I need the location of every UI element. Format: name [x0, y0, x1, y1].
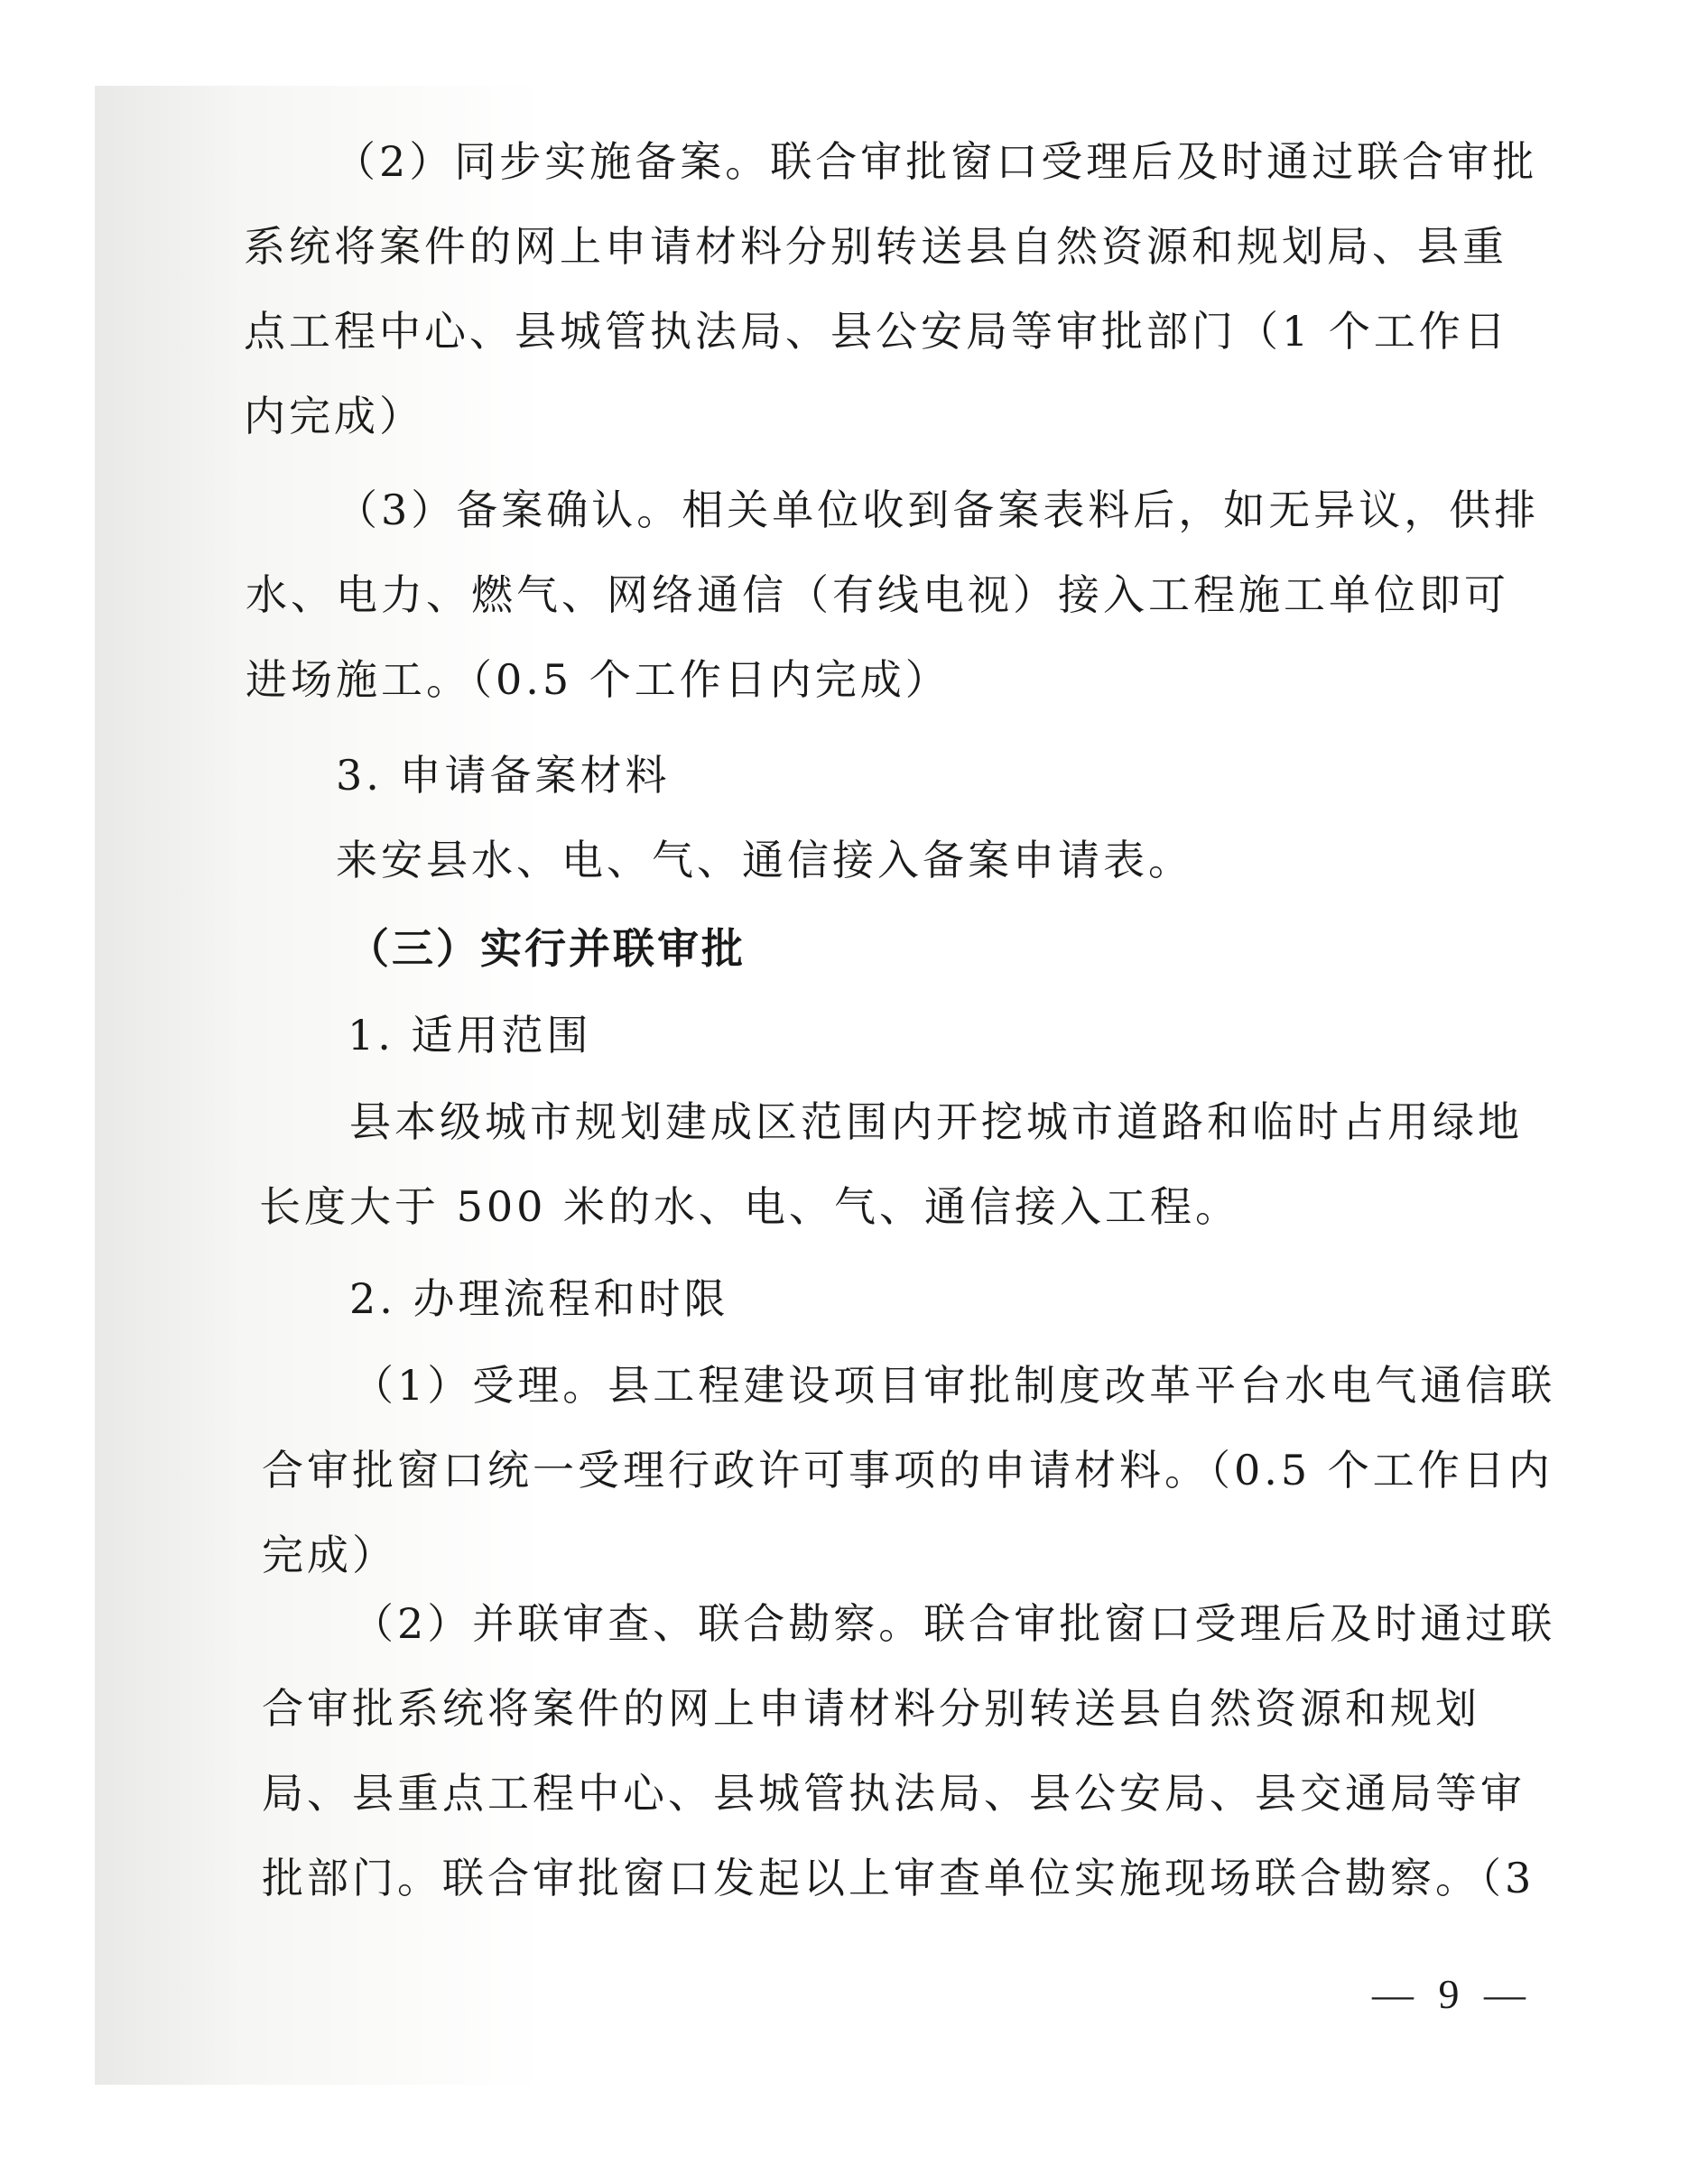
text-line: 批部门。联合审批窗口发起以上审查单位实施现场联合勘察。（3: [262, 1854, 1535, 1902]
paragraph-scope-detail: [259, 1079, 1523, 1249]
section-heading-parallel-approval: [348, 906, 746, 991]
text-line: 2. 办理流程和时限: [349, 1274, 729, 1323]
text-line: 内完成）: [244, 392, 424, 440]
text-line: 系统将案件的网上申请材料分别转送县自然资源和规划局、县重: [244, 222, 1507, 271]
text-line: 进场施工。（0.5 个工作日内完成）: [246, 655, 951, 704]
text-line: 县本级城市规划建成区范围内开挖城市道路和临时占用绿地: [349, 1097, 1523, 1146]
text-line: 来安县水、电、气、通信接入备案申请表。: [336, 836, 1193, 884]
text-line: （1）受理。县工程建设项目审批制度改革平台水电气通信联: [352, 1361, 1556, 1410]
text-line: 水、电力、燃气、网络通信（有线电视）接入工程施工单位即可: [246, 570, 1509, 619]
text-line: （三）实行并联审批: [348, 924, 746, 973]
paragraph-application-form: [336, 818, 1193, 902]
item-application-materials: [336, 733, 671, 818]
text-line: 合审批窗口统一受理行政许可事项的申请材料。（0.5 个工作日内: [262, 1446, 1554, 1495]
text-line: 1. 适用范围: [348, 1011, 592, 1060]
text-line: 3. 申请备案材料: [336, 751, 671, 800]
paragraph-sync-filing: [244, 119, 1537, 458]
paragraph-parallel-review: [262, 1581, 1555, 1920]
item-scope: [348, 993, 592, 1078]
text-line: （3）备案确认。相关单位收到备案表料后，如无异议，供排: [336, 486, 1540, 534]
text-line: 长度大于 500 米的水、电、气、通信接入工程。: [259, 1182, 1241, 1231]
text-line: （2）同步实施备案。联合审批窗口受理后及时通过联合审批: [334, 137, 1538, 186]
text-line: 完成）: [262, 1531, 397, 1579]
text-line: 局、县重点工程中心、县城管执法局、县公安局、县交通局等审: [262, 1769, 1526, 1818]
paragraph-filing-confirmation: [246, 467, 1539, 722]
text-line: （2）并联审查、联合勘察。联合审批窗口受理后及时通过联: [352, 1599, 1556, 1648]
text-line: 合审批系统将案件的网上申请材料分别转送县自然资源和规划: [262, 1684, 1480, 1733]
item-process-and-deadline: [349, 1256, 729, 1341]
page-number: — 9 —: [1372, 1971, 1533, 2017]
paragraph-acceptance: [262, 1343, 1555, 1597]
text-line: 点工程中心、县城管执法局、县公安局等审批部门（1 个工作日: [244, 307, 1509, 356]
